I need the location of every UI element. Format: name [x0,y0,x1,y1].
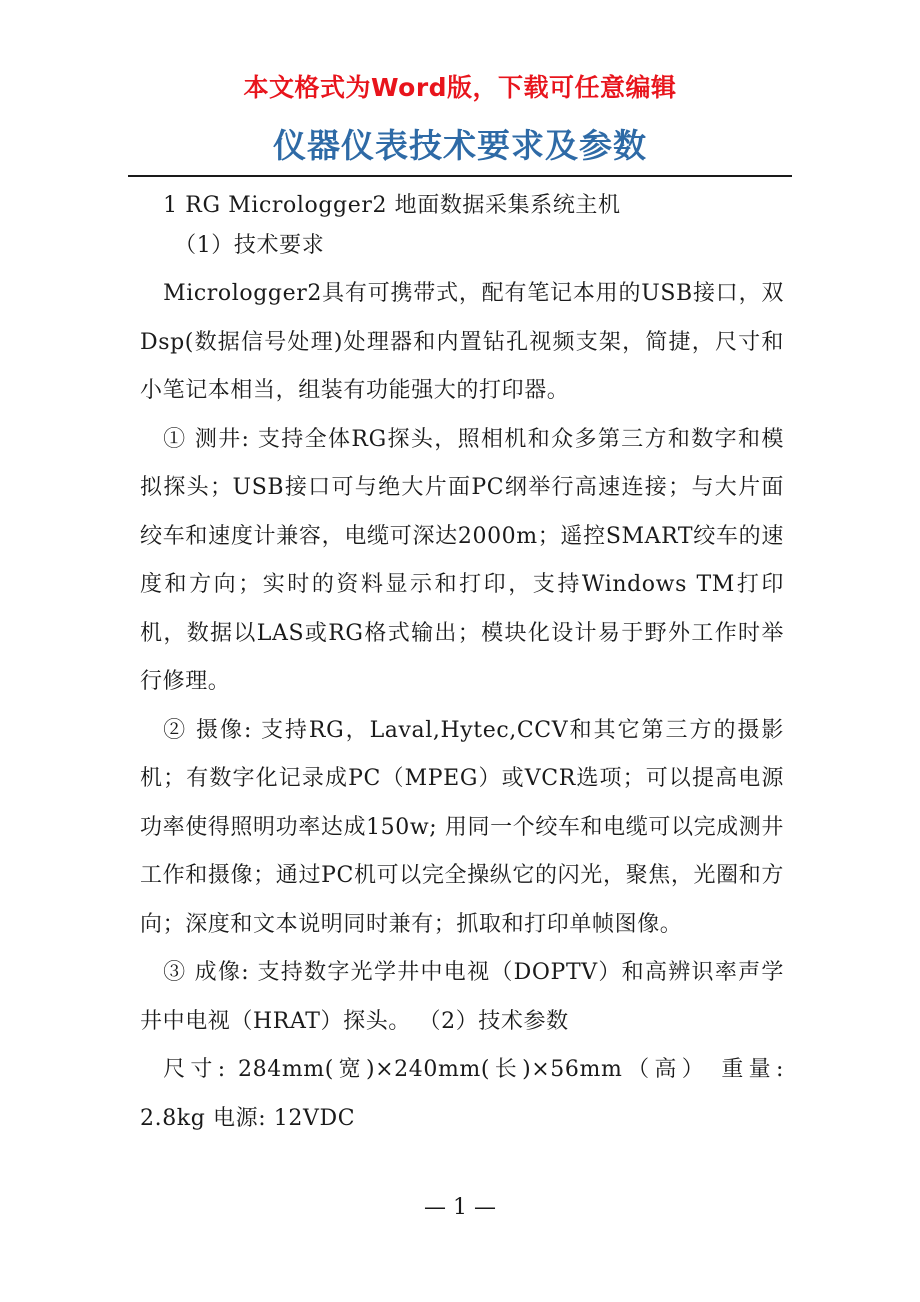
document-title: 仪器仪表技术要求及参数 [273,126,647,165]
section-heading: 1 RG Micrologger2 地面数据采集系统主机 [163,193,621,218]
page-number: — 1 — [424,1195,496,1220]
intro-paragraph: Micrologger2具有可携带式，配有笔记本用的USB接口，双Dsp(数据信号处理)处理器和内置钻孔视频支架，简捷，尺寸和小笔记本相当，组装有功能强大的打印器。 [140,281,784,403]
specs-paragraph: 尺寸: 284mm(宽)×240mm(长)×56mm（高） 重量: 2.8kg 电源: 12VDC [140,1057,784,1131]
subheading-requirements: （1）技术要求 [174,233,325,258]
download-banner: 本文格式为Word版，下载可任意编辑 [243,73,677,102]
imaging-paragraph: ③ 成像: 支持数字光学井中电视（DOPTV）和高辨识率声学井中电视（HRAT）探头。 （2）技术参数 [140,960,784,1034]
document-body [140,186,784,1143]
camera-paragraph: ② 摄像: 支持RG，Laval,Hytec,CCV和其它第三方的摄影机；有数字化记录成PC（MPEG）或VCR选项；可以提高电源功率使得照明功率达成150w; 用同一个绞车和电缆可以完成测井工作和摄像；通过PC机可以完全操纵它的闪光，聚焦，光圈和方向；深度和文本说明同时兼有；抓取和打印单帧图像。 [140,717,784,937]
title-divider [128,175,792,177]
logging-paragraph: ① 测井: 支持全体RG探头，照相机和众多第三方和数字和模拟探头；USB接口可与绝大片面PC纲举行高速连接；与大片面绞车和速度计兼容，电缆可深达2000m；遥控SMART绞车的速度和方向；实时的资料显示和打印，支持Windows TM打印机，数据以LAS或RG格式输出；模块化设计易于野外工作时举行修理。 [140,426,784,694]
